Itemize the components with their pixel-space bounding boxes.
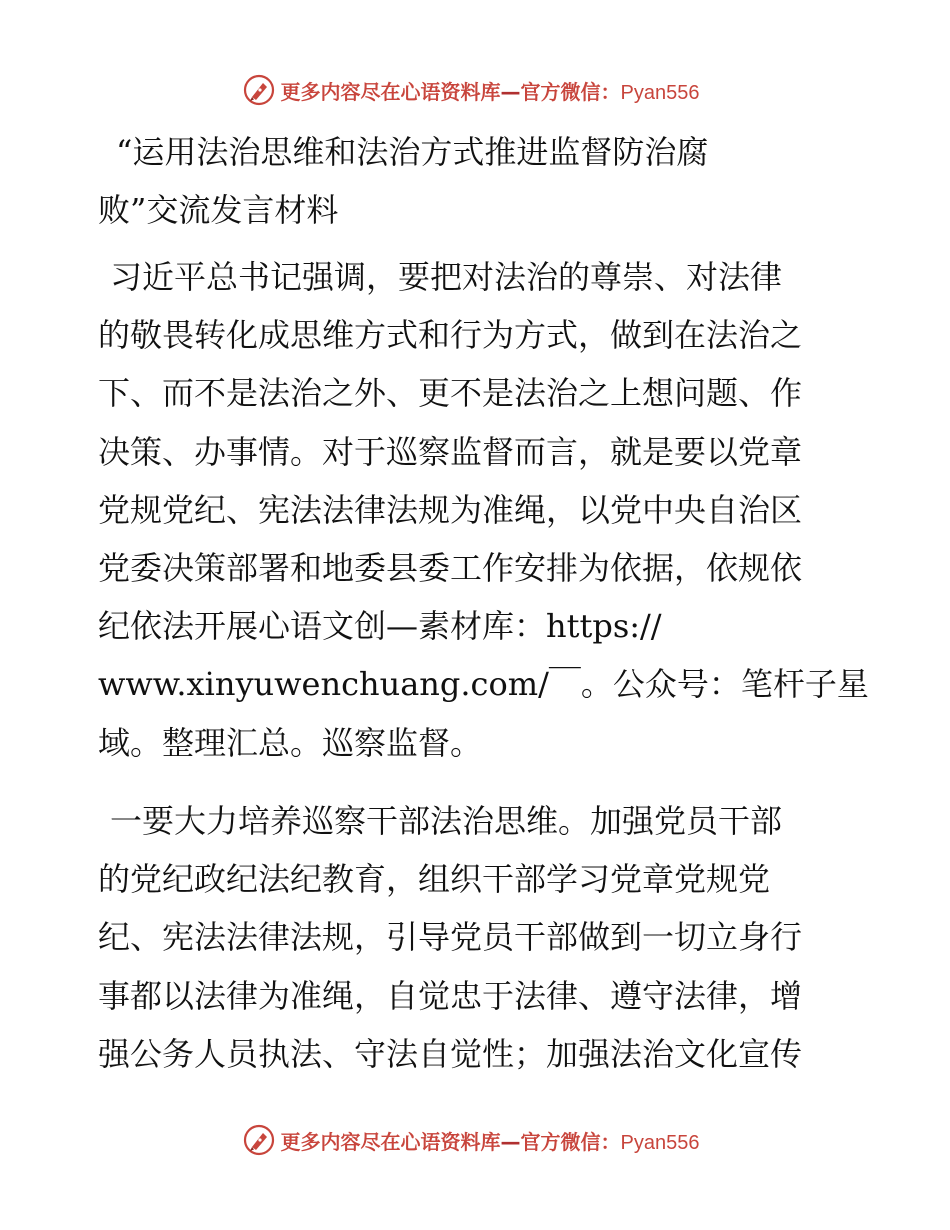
- pen-nib-logo-icon: [243, 74, 275, 106]
- paragraph-line: 的党纪政纪法纪教育，组织干部学习党章党规党: [98, 860, 771, 899]
- footer-banner-main: 更多内容尽在心语资料库: [280, 1129, 501, 1154]
- paragraph-line: 习近平总书记强调，要把对法治的尊崇、对法律: [110, 258, 783, 296]
- paragraph-line: 事都以法律为准绳，自觉忠于法律、遵守法律，增: [98, 976, 803, 1015]
- title-line-1: “运用法治思维和法治方式推进监督防治腐: [116, 133, 709, 171]
- paragraph-line: 一要大力培养巡察干部法治思维。加强党员干部: [110, 802, 783, 840]
- paragraph-line: 纪依法开展心语文创—素材库：https://: [98, 607, 662, 646]
- body-paragraph-2: [98, 792, 858, 1083]
- header-banner: [0, 70, 950, 110]
- body-paragraph-1: [98, 248, 869, 772]
- paragraph-line: 下、而不是法治之外、更不是法治之上想问题、作: [98, 374, 803, 413]
- footer-banner: [0, 1120, 950, 1160]
- paragraph-line: 决策、办事情。对于巡察监督而言，就是要以党章: [98, 432, 803, 471]
- header-banner-text: [281, 76, 700, 105]
- pen-nib-logo-icon: [243, 1124, 275, 1156]
- header-banner-official-label: 官方微信：: [520, 79, 621, 104]
- paragraph-line: 党规党纪、宪法法律法规为准绳，以党中央自治区: [98, 490, 803, 529]
- header-banner-account-id: Pyan556: [620, 81, 700, 104]
- footer-banner-separator: —: [500, 1129, 521, 1154]
- footer-banner-official-label: 官方微信：: [520, 1129, 621, 1154]
- paragraph-line: www.xinyuwenchuang.com/￣。公众号：笔杆子星: [98, 665, 869, 704]
- document-title: [98, 123, 798, 239]
- header-banner-main: 更多内容尽在心语资料库: [280, 79, 501, 104]
- paragraph-line: 强公务人员执法、守法自觉性；加强法治文化宣传: [98, 1034, 803, 1073]
- paragraph-line: 域。整理汇总。巡察监督。: [98, 723, 483, 762]
- header-banner-separator: —: [500, 79, 521, 104]
- paragraph-line: 纪、宪法法律法规，引导党员干部做到一切立身行: [98, 918, 803, 957]
- title-line-2: 败”交流发言材料: [98, 191, 339, 229]
- paragraph-line: 的敬畏转化成思维方式和行为方式，做到在法治之: [98, 316, 803, 355]
- paragraph-line: 党委决策部署和地委县委工作安排为依据，依规依: [98, 548, 803, 587]
- footer-banner-account-id: Pyan556: [620, 1131, 700, 1154]
- footer-banner-text: [281, 1126, 700, 1155]
